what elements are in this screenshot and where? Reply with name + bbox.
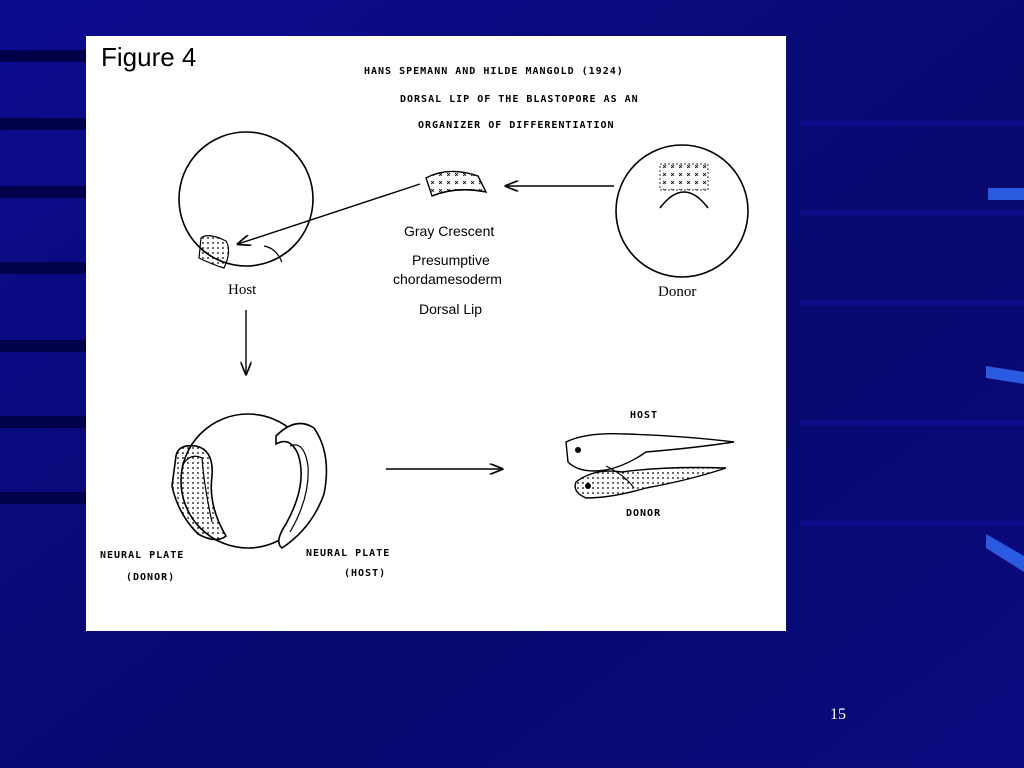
label-donor: Donor: [658, 284, 697, 300]
header-line-2: DORSAL LIP OF THE BLASTOPORE AS AN: [400, 94, 639, 105]
header-authors: HANS SPEMANN AND HILDE MANGOLD (1924): [364, 66, 624, 77]
label-chordamesoderm: chordamesoderm: [393, 271, 502, 287]
neurula-embryo: [172, 414, 326, 548]
figure-panel: [86, 36, 786, 631]
label-presumptive: Presumptive: [412, 252, 490, 268]
header-line-3: ORGANIZER OF DIFFERENTIATION: [418, 120, 615, 131]
host-embryo: [179, 132, 313, 268]
label-tadpole-donor: DONOR: [626, 508, 662, 519]
label-neural-plate-host-sub: (HOST): [344, 568, 387, 579]
graft-tissue: [426, 171, 486, 196]
label-neural-plate-donor-sub: (DONOR): [126, 572, 176, 583]
label-neural-plate-donor: NEURAL PLATE: [100, 550, 185, 561]
label-dorsal-lip: Dorsal Lip: [419, 301, 483, 317]
figure-title: Figure 4: [101, 42, 197, 72]
slide-page-number: 15: [830, 706, 846, 723]
label-gray-crescent: Gray Crescent: [404, 223, 495, 239]
label-host: Host: [228, 282, 257, 298]
arrow-graft-to-host: [238, 184, 420, 244]
label-tadpole-host: HOST: [630, 410, 659, 421]
label-neural-plate-host: NEURAL PLATE: [306, 548, 391, 559]
tadpoles: [566, 434, 734, 498]
donor-embryo: [616, 145, 748, 277]
